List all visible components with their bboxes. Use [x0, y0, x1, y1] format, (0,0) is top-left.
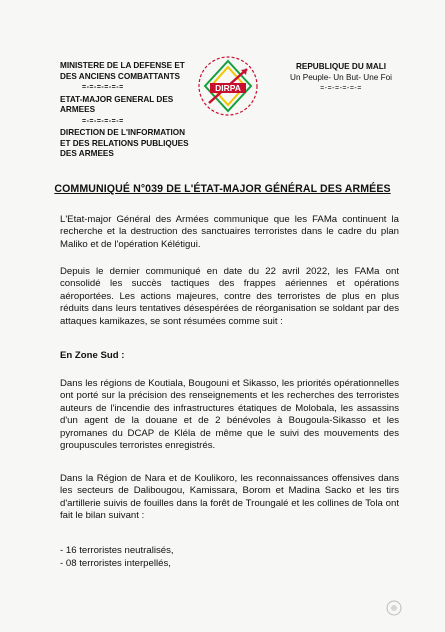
separator: =-=-=-=-=-= [320, 85, 362, 92]
list-item: - 08 terroristes interpellés, [60, 558, 171, 569]
results-list [60, 544, 174, 570]
direction-line-2: ET DES RELATIONS PUBLIQUES [60, 138, 189, 148]
country-name: REPUBLIQUE DU MALI [295, 62, 387, 71]
paragraph-south-regions: Dans les régions de Koutiala, Bougouni et Sikasso, les priorités opérationnelles ont porté sur la précision des renseignements et les recherches des terroristes auteurs de l'incendie des infrastructures étatiques de Molobala, les assassins d'un agent de la douane et de 2 bénévoles à Bougoula-Sikasso et les pyromanes du DCAP de Kléla de même que le suivi des mouvements des groupuscules terroristes enregistrés. [60, 378, 399, 452]
logo-text: DIRPA [215, 83, 241, 93]
issuer-block [60, 61, 210, 160]
country-block [286, 61, 396, 94]
paragraph-nara-koulikoro: Dans la Région de Nara et de Koulikoro, les reconnaissances offensives dans les secteurs de Dalibougou, Kamissara, Borom et Madina Sacko et les tirs d'artillerie suivis de fouilles dans la forêt de Troungalé et les collines de Tola ont fait le bilan suivant : [60, 473, 399, 522]
section-heading-south: En Zone Sud : [60, 350, 125, 361]
list-item: - 16 terroristes neutralisés, [60, 545, 174, 556]
national-motto: Un Peuple- Un But- Une Foi [290, 73, 392, 82]
dirpa-emblem-icon [197, 55, 259, 117]
direction-line-3: DES ARMEES [60, 149, 114, 158]
ministry-line-1: MINISTERE DE LA DEFENSE ET [60, 61, 185, 70]
ministry-line-2: DES ANCIENS COMBATTANTS [60, 71, 180, 81]
separator: =-=-=-=-=-= [82, 84, 124, 91]
paragraph-intro: L'Etat-major Général des Armées communique que les FAMa continuent la recherche et la destruction des sanctuaires terroristes dans le cadre du plan Maliko et de l'opération Kélétigui. [60, 214, 399, 250]
document-title: COMMUNIQUÉ N°039 DE L'ÉTAT-MAJOR GÉNÉRAL DES ARMÉES [54, 183, 391, 195]
staff-line: ETAT-MAJOR GENERAL DES ARMEES [60, 94, 174, 114]
corner-mark-icon [384, 598, 404, 618]
direction-line-1: DIRECTION DE L'INFORMATION [60, 128, 186, 137]
paragraph-summary: Depuis le dernier communiqué en date du 22 avril 2022, les FAMa ont consolidé les succès tactiques des frappes aériennes et opérations aéroportées. Les actions majeures, contre des terroristes de plus en plus réduits dans leurs tentatives désespérées de réorganisation se soldant par des attaques kamikazes, se sont résumées comme suit : [60, 266, 399, 327]
separator: =-=-=-=-=-= [82, 117, 124, 125]
